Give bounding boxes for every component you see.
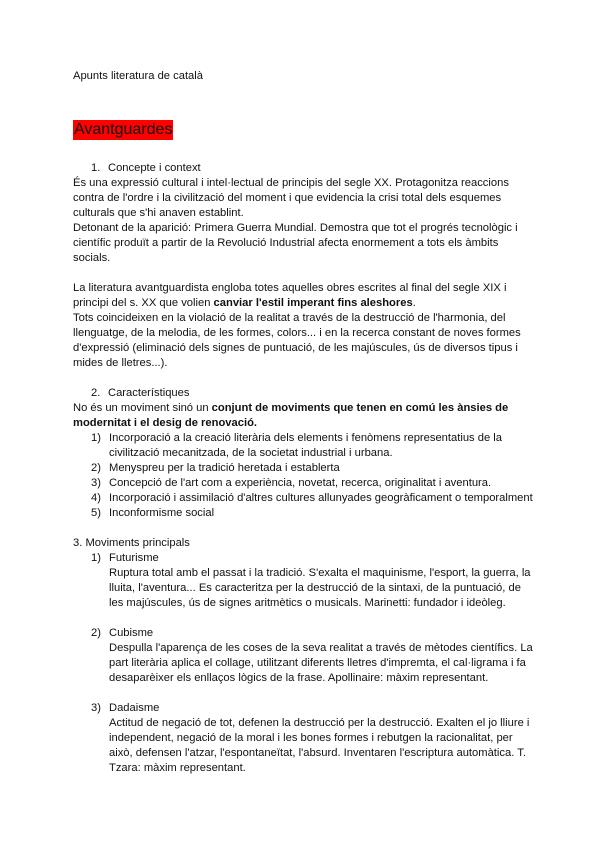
section-1-paragraph-1: És una expressió cultural i intel·lectual de principis del segle XX. Protagonitza reaccions contra de l'ordre i la civilització del moment i que evidencia la crisi total dels esquemes culturals que s'hi anaven establint. [73,177,509,219]
list-item-number: 4) [91,492,101,504]
movement-description: Despulla l'aparença de les coses de la seva realitat a través de mètodes científics. La part literària aplica el collage, utilitzant diferents lletres d'impremta, el cal·ligrama i fa desaparèixer els enllaços lògics de la frase. Apollinaire: màxim representant. [109,642,533,684]
movement-name: Futurisme [109,552,159,564]
movement-title [73,626,533,641]
p3-text-pre: La literatura avantguardista engloba totes aquelles obres escrites al final del segle XIX i principi del s. XX que volien [73,282,507,309]
list-item-text: Concepció de l'art com a experiència, novetat, recerca, originalitat i aventura. [109,477,492,489]
p3-text-post: . [412,297,416,309]
movement-number: 3) [91,702,101,714]
list-item-text: Incorporació a la creació literària dels elements i fenòmens representatius de la civilització mecanitzada, de la societat industrial i urbana. [109,432,503,459]
list-item-number: 2) [91,462,101,474]
p3-text-bold: canviar l'estil imperant fins aleshores [213,297,413,309]
list-item-number: 3) [91,477,101,489]
list-item [73,476,533,491]
section-3-title: 3. Moviments principals [73,537,190,549]
list-item [73,491,533,506]
movement-number: 2) [91,627,101,639]
list-item [73,431,533,461]
characteristics-list [73,431,533,521]
section-1-number: 1. [91,162,101,174]
spacer [73,686,533,701]
movement-name: Dadaisme [109,702,160,714]
section-1-title [73,161,533,176]
heading-wrap [73,120,173,140]
list-item-text: Incorporació i assimilació d'altres cultures allunyades geogràficament o temporalment [109,492,533,504]
section-2-intro [73,401,533,431]
spacer [73,266,533,281]
section-2-label: Característiques [108,387,190,399]
movement-number: 1) [91,552,101,564]
list-item [73,506,533,521]
section-1-paragraph-3 [73,281,533,311]
spacer [73,371,533,386]
movement-futurisme [73,551,533,611]
document-title: Apunts literatura de català [73,70,203,82]
movement-title [73,551,533,566]
section-1-paragraph-4: Tots coincideixen en la violació de la realitat a través de la destrucció de l'harmonia, del llenguatge, de la melodia, de les formes, colors... i en la recerca constant de noves formes d'expressió (eliminació dels signes de puntuació, de les majúscules, ús de diversos tipus i mides de lletres...). [73,312,521,369]
document-body [73,161,533,776]
movement-description: Ruptura total amb el passat i la tradició. S'exalta el maquinisme, l'esport, la guerra, la lluita, l'aventura... Es caracteritza per la destrucció de la sintaxi, de la puntuació, de les majúscules, ús de signes aritmètics o musicals. Marinetti: fundador i ideòleg. [109,567,531,609]
movement-dadaisme [73,701,533,776]
list-item-text: Inconformisme social [109,507,215,519]
list-item-number: 1) [91,432,101,444]
section-2-title [73,386,533,401]
movement-cubisme [73,626,533,686]
section-2-intro-bold: conjunt de moviments que tenen en comú les ànsies de modernitat i el desig de renovació. [73,402,509,429]
movement-name: Cubisme [109,627,154,639]
movement-title [73,701,533,716]
movement-description: Actitud de negació de tot, defenen la destrucció per la destrucció. Exalten el jo lliure i independent, negació de la moral i les bones formes i rebutgen la racionalitat, per això, defensen l'atzar, l'espontaneïtat, l'absurd. Inventaren l'escriptura automàtica. T. Tzara: màxim representant. [109,717,530,774]
section-2-number: 2. [91,387,101,399]
spacer [73,611,533,626]
list-item [73,461,533,476]
section-1-paragraph-2: Detonant de la aparició: Primera Guerra Mundial. Demostra que tot el progrés tecnològic i científic produït a partir de la Revolució Industrial afecta enormement a tots els àmbits socials. [73,222,518,264]
section-1-label: Concepte i context [108,162,201,174]
list-item-text: Menyspreu per la tradició heretada i establerta [109,462,340,474]
section-heading: Avantguardes [74,121,173,138]
list-item-number: 5) [91,507,101,519]
section-2-intro-pre: No és un moviment sinó un [73,402,212,414]
spacer [73,521,533,536]
